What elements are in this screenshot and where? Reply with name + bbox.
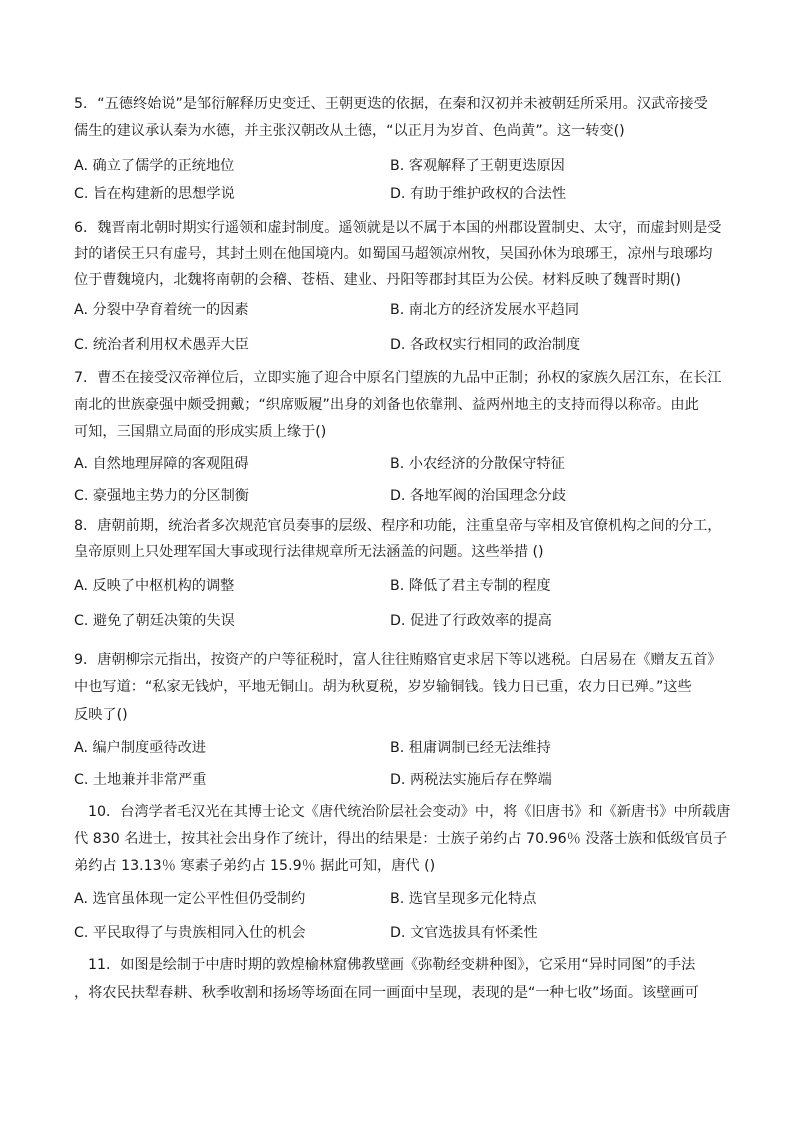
question-8-stem-line-2: 皇帝原则上只处理军国大事或现行法律规章所无法涵盖的问题。这些举措 () [74,544,544,560]
question-10-stem-line-3: 弟约占 13.13％ 寒素子弟约占 15.9％ 据此可知，唐代 () [74,858,436,874]
question-9-stem-line-2: 中也写道：“私家无钱炉，平地无铜山。胡为秋夏税，岁岁输铜钱。钱力日已重，农力日已殚。”这些 [74,679,692,695]
question-6-option-c: C. 统治者利用权术愚弄大臣 [74,337,249,353]
question-9-stem-line-1: 9．唐朝柳宗元指出，按资产的户等征税时，富人往往贿赂官吏求居下等以逃税。白居易在《赠友五首》 [74,652,722,668]
question-7-option-c: C. 豪强地主势力的分区制衡 [74,488,249,504]
question-9-option-c: C. 土地兼并非常严重 [74,772,207,788]
question-8-stem-line-1: 8．唐朝前期，统治者多次规范官员奏事的层级、程序和功能，注重皇帝与宰相及官僚机构之间的分工， [74,518,722,534]
question-11-stem-line-2: ，将农民扶犁春耕、秋季收割和扬场等场面在同一画面中呈现，表现的是“一种七收”场面。该壁画可 [74,985,699,1001]
question-9-option-d: D. 两税法实施后存在弊端 [390,772,552,788]
question-10-option-d: D. 文官选拔具有怀柔性 [390,925,538,941]
question-9-stem-line-3: 反映了() [74,707,128,723]
question-10-stem-line-2: 代 830 名进士，按其社会出身作了统计，得出的结果是：士族子弟约占 70.96％ 没落士族和低级官员子 [74,831,728,847]
question-8-option-a: A. 反映了中枢机构的调整 [74,578,235,594]
question-8-option-c: C. 避免了朝廷决策的失误 [74,613,235,629]
question-7-option-b: B. 小农经济的分散保守特征 [390,456,565,472]
question-10-option-b: B. 选官呈现多元化特点 [390,891,537,907]
question-6-stem-line-3: 位于曹魏境内，北魏将南朝的会稽、苍梧、建业、丹阳等郡封其臣为公侯。材料反映了魏晋时期() [74,272,681,288]
question-7-option-a: A. 自然地理屏障的客观阻碍 [74,456,249,472]
question-6-stem-line-1: 6．魏晋南北朝时期实行遥领和虚封制度。遥领就是以不属于本国的州郡设置制史、太守，而虚封则是受 [74,220,722,236]
question-8-option-d: D. 促进了行政效率的提高 [390,613,552,629]
question-11-stem-line-1: 11．如图是绘制于中唐时期的敦煌榆林窟佛教壁画《弥勒经变耕种图》，它采用“异时同图”的手法 [88,957,696,973]
question-5-option-c: C. 旨在构建新的思想学说 [74,186,235,202]
question-6-option-d: D. 各政权实行相同的政治制度 [390,337,581,353]
question-5-stem-line-2: 儒生的建议承认秦为水德，并主张汉朝改从土德，“以正月为岁首、色尚黄”。这一转变() [74,123,625,139]
question-9-option-b: B. 租庸调制已经无法维持 [390,740,551,756]
question-7-stem-line-2: 南北的世族豪强中颇受拥戴；“织席贩履”出身的刘备也依靠荆、益两州地主的支持而得以称帝。由此 [74,397,699,413]
question-7-stem-line-1: 7．曹丕在接受汉帝禅位后，立即实施了迎合中原名门望族的九品中正制；孙权的家族久居江东，在长江 [74,370,722,386]
question-6-option-a: A. 分裂中孕育着统一的因素 [74,302,249,318]
question-9-option-a: A. 编户制度亟待改进 [74,740,206,756]
question-6-option-b: B. 南北方的经济发展水平趋同 [390,302,580,318]
question-5-option-d: D. 有助于维护政权的合法性 [390,186,567,202]
question-5-stem-line-1: 5．“五德终始说”是邹衍解释历史变迁、王朝更迭的依据，在秦和汉初并未被朝廷所采用。汉武帝接受 [74,96,708,112]
question-5-option-b: B. 客观解释了王朝更迭原因 [390,158,565,174]
question-7-option-d: D. 各地军阀的治国理念分歧 [390,488,567,504]
question-5-option-a: A. 确立了儒学的正统地位 [74,158,235,174]
question-10-stem-line-1: 10．台湾学者毛汉光在其博士论文《唐代统治阶层社会变动》中，将《旧唐书》和《新唐书》中所载唐 [88,804,731,820]
question-10-option-a: A. 选官虽体现一定公平性但仍受制约 [74,891,306,907]
question-10-option-c: C. 平民取得了与贵族相同入仕的机会 [74,925,306,941]
question-6-stem-line-2: 封的诸侯王只有虚号，其封土则在他国境内。如蜀国马超领凉州牧，吴国孙休为琅琊王，凉州与琅琊均 [74,246,713,262]
question-7-stem-line-3: 可知，三国鼎立局面的形成实质上缘于() [74,424,327,440]
question-8-option-b: B. 降低了君主专制的程度 [390,578,551,594]
